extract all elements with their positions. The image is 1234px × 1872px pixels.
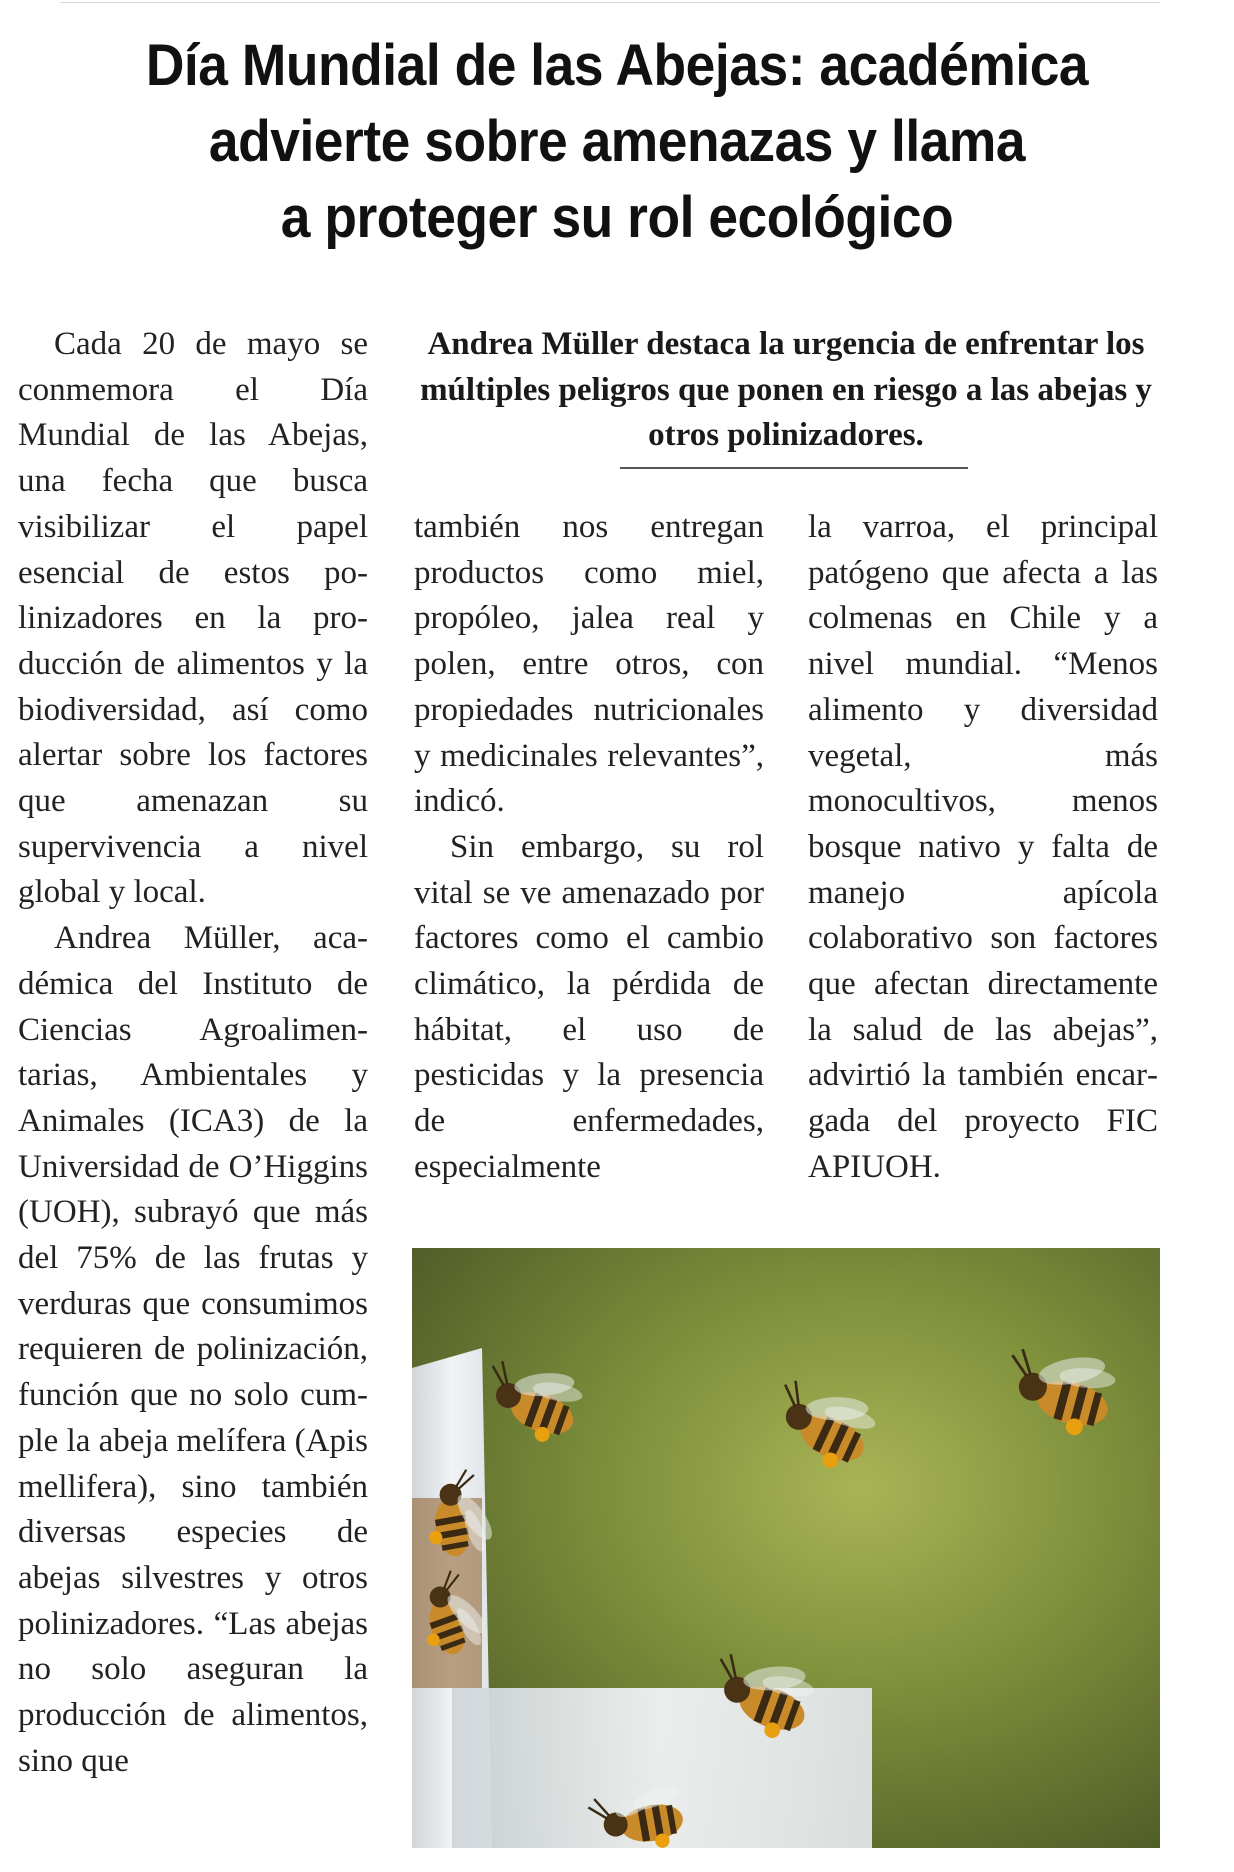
headline-line-1: Día Mundial de las Abejas: académica [145,33,1089,98]
article-column-1 [18,322,368,1785]
bees-illustration [412,1248,1160,1848]
column-2-paragraph-2: Sin embargo, su rol vital se ve amenazado por factores como el cambio climático, la pérdida de hábitat, el uso de pesticidas y la presencia de enfermedades, especialmente [414,828,764,1185]
headline-line-3: a proteger su rol ecológico [280,185,954,250]
column-1-paragraph-1: Cada 20 de mayo se conmemora el Día Mundial de las Abejas, una fecha que busca visibilizar el papel esencial de estos polinizadores en la producción de alimentos y la biodiversidad, así como alertar sobre los factores que amenazan su supervivencia a nivel global y local. [18,326,368,911]
article-column-2 [414,505,764,1191]
column-1-paragraph-2: Andrea Müller, académica del Instituto de Ciencias Agroalimentarias, Ambientales y Animales (ICA3) de la Universidad de O’Higgins (UOH), subrayó que más del 75% de las frutas y verduras que consumimos requieren de polinización, función que no solo cumple la abeja melífera (Apis mellifera), sino también diversas especies de abejas silvestres y otros polinizadores. “Las abejas no solo aseguran la producción de alimentos, sino que [18,920,368,1779]
column-2-paragraph-1: también nos entregan productos como miel, propóleo, jalea real y polen, entre otros, con propiedades nutricionales y medicinales relevantes”, indicó. [414,509,764,820]
subhead-divider [620,467,968,469]
top-rule [60,2,1160,3]
article-subhead: Andrea Müller destaca la urgencia de enfrentar los múltiples peligros que ponen en riesgo a las abejas y otros polinizadores. [420,326,1152,454]
article-headline [77,28,1157,256]
bees-photo [412,1248,1160,1848]
article-column-3 [808,505,1158,1191]
column-3-paragraph-1: la varroa, el principal patógeno que afecta a las colmenas en Chile y a nivel mundial. “Menos alimento y diversidad vegetal, más monocultivos, menos bosque nativo y falta de manejo apícola colaborativo son factores que afectan directamente la salud de las abejas”, advirtió la también encargada del proyecto FIC APIUOH. [808,509,1158,1185]
headline-line-2: advierte sobre amenazas y llama [208,109,1026,174]
